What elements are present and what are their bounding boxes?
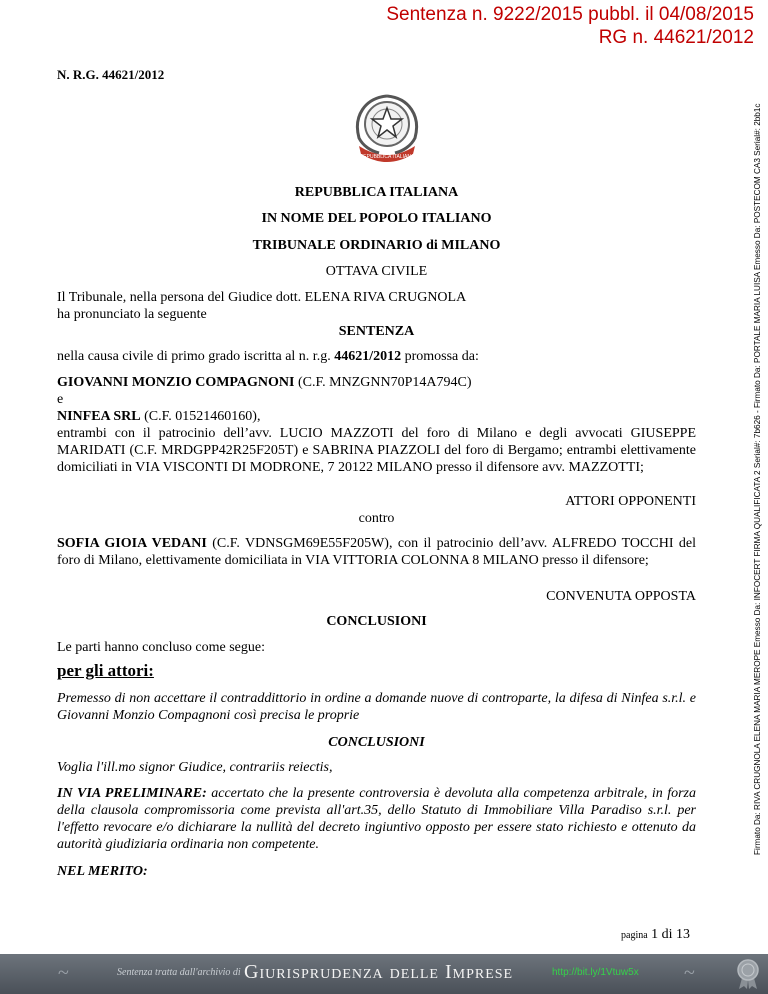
party-2	[57, 408, 696, 425]
preliminare-label: IN VIA PRELIMINARE:	[57, 786, 207, 801]
convenuta-label: CONVENUTA OPPOSTA	[546, 589, 696, 604]
preliminare-paragraph	[57, 785, 696, 853]
archive-footer	[0, 954, 768, 994]
party-3-name: SOFIA GIOIA VEDANI	[57, 536, 207, 551]
party-3	[57, 535, 696, 569]
sentenza-heading: SENTENZA	[338, 324, 415, 339]
party-3-text: (C.F. VDNSGM69E55F205W), con il patrocinio dell’avv. ALFREDO TOCCHI del foro di Milano, elettivamente domiciliata in VIA VITTORIA COLONNA 8 MILANO presso il difensore;	[57, 536, 696, 568]
case-number: N. R.G. 44621/2012	[57, 67, 165, 82]
per-attori-heading: per gli attori:	[57, 661, 154, 680]
causa-line	[57, 348, 696, 365]
attori-label: ATTORI OPPONENTI	[565, 494, 696, 509]
intro-judge: Il Tribunale, nella persona del Giudice dott. ELENA RIVA CRUGNOLA	[57, 290, 467, 305]
page-total: 13	[676, 927, 691, 942]
italian-emblem-icon	[345, 88, 429, 168]
party-1	[57, 374, 696, 391]
section-heading: OTTAVA CIVILE	[325, 264, 428, 279]
conclusioni-heading: CONCLUSIONI	[326, 614, 427, 629]
page-label: pagina	[621, 930, 648, 941]
conjunction-e: e	[57, 392, 64, 407]
page-number	[621, 927, 690, 943]
merito-heading: NEL MERITO:	[57, 864, 148, 879]
stamp-line-sentenza: Sentenza n. 9222/2015 pubbl. il 04/08/2015	[386, 4, 754, 25]
contro-label: contro	[358, 511, 395, 526]
swash-left-icon: ~	[58, 962, 69, 984]
digital-signature-note: Firmato Da: RIVA CRUGNOLA ELENA MARIA MEROPE Emesso Da: INFOCERT FIRMA QUALIFICATA 2 Serial#: 7b626 - Firmato Da: PORTALE MARIA LUISA Emesso Da: POSTECOM CA3 Serial#: 2bb1c	[753, 103, 762, 855]
people-heading: IN NOME DEL POPOLO ITALIANO	[261, 211, 492, 226]
swash-right-icon: ~	[684, 962, 695, 984]
court-heading: TRIBUNALE ORDINARIO di MILANO	[252, 238, 501, 253]
voglia-line: Voglia l'ill.mo signor Giudice, contrariis reiectis,	[57, 760, 333, 775]
page-sep: di	[661, 927, 673, 942]
stamp-line-rg: RG n. 44621/2012	[598, 27, 754, 48]
seal-badge-icon	[733, 958, 763, 990]
conclusioni-italic-heading: CONCLUSIONI	[328, 735, 425, 750]
intro-pronounced: ha pronunciato la seguente	[57, 307, 207, 322]
party-2-counsel: entrambi con il patrocinio dell’avv. LUCIO MAZZOTI del foro di Milano e degli avvocati GIUSEPPE MARIDATI (C.F. MRDGPP42R25F205T) e SABRINA PIAZZOLI del foro di Bergamo; entrambi elettivamente domiciliati in VIA VISCONTI DI MODRONE, 7 20122 MILANO presso il difensore avv. MAZZOTTI;	[57, 426, 696, 475]
causa-number: 44621/2012	[334, 349, 402, 364]
footer-brand: Giurisprudenza delle Imprese	[244, 961, 514, 983]
premesso-paragraph: Premesso di non accettare il contraddittorio in ordine a domande nuove di controparte, la difesa di Ninfea s.r.l. e Giovanni Monzio Compagnoni così precisa le proprie	[57, 691, 696, 723]
causa-pre: nella causa civile di primo grado iscritta al n. r.g.	[57, 349, 335, 364]
preliminare-text: accertato che la presente controversia è devoluta alla competenza arbitrale, in forza della clausola compromissoria come prevista all'art.35, dello Statuto di Immobiliare Villa Paradiso s.r.l. per l'effetto revocare e/o dichiarare la nullità del decreto ingiuntivo opposto per essere stato richiesto e ottenuto da autorità giudiziaria ordinaria non competente.	[57, 786, 696, 852]
page-current: 1	[651, 927, 659, 942]
emblem-ribbon-text: REPUBBLICA ITALIANA	[359, 154, 415, 160]
republic-heading: REPUBBLICA ITALIANA	[294, 185, 459, 200]
party-1-name: GIOVANNI MONZIO COMPAGNONI	[57, 375, 295, 390]
causa-post: promossa da:	[401, 349, 479, 364]
party-1-cf: (C.F. MNZGNN70P14A794C)	[294, 375, 472, 390]
party-2-name: NINFEA SRL	[57, 409, 141, 424]
footer-link[interactable]: http://bit.ly/1Vtuw5x	[552, 967, 639, 978]
publication-stamp	[386, 3, 754, 49]
party-2-cf: (C.F. 01521460160),	[140, 409, 261, 424]
parti-line: Le parti hanno concluso come segue:	[57, 640, 265, 655]
footer-source: Sentenza tratta dall'archivio di	[117, 967, 241, 978]
